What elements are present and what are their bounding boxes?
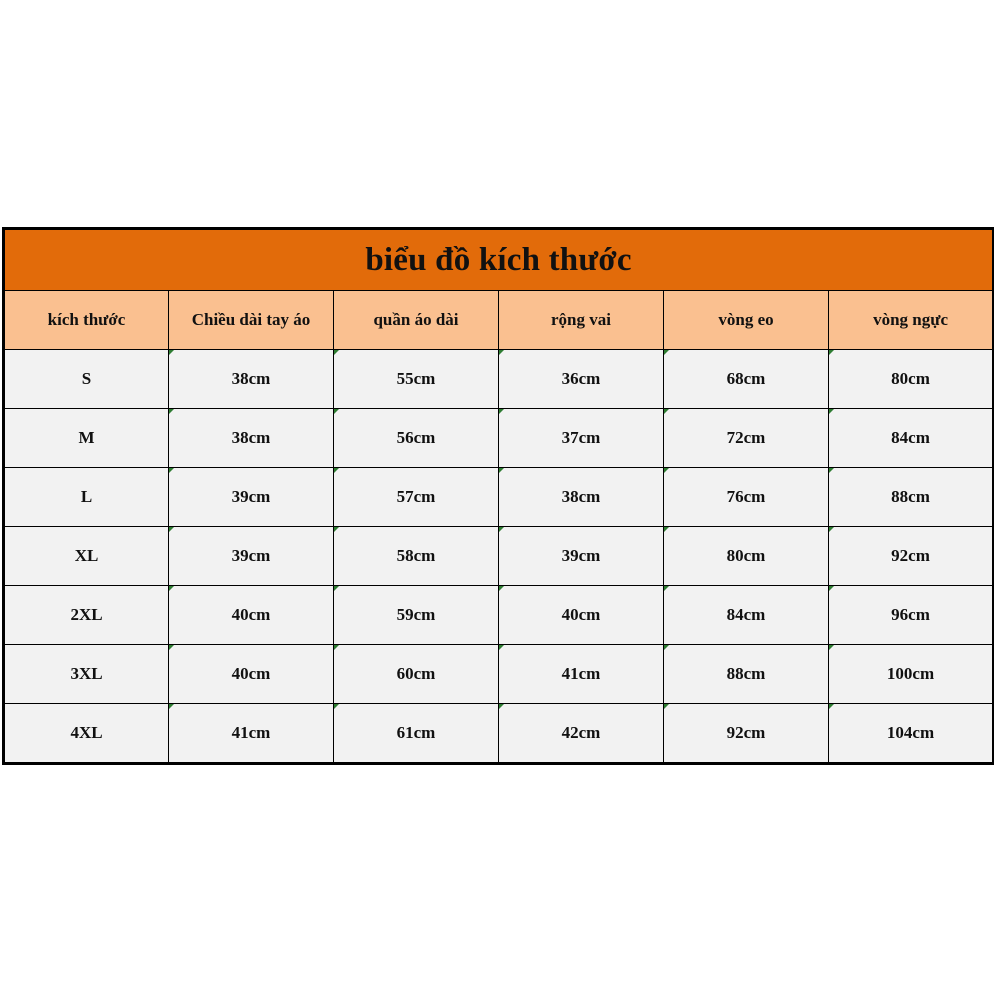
- table-row: [4, 586, 994, 645]
- garment-length-cell: 58cm: [334, 527, 499, 586]
- header-waist: vòng eo: [664, 291, 829, 350]
- header-garment-length: quần áo dài: [334, 291, 499, 350]
- sleeve-length-cell: 40cm: [169, 586, 334, 645]
- chest-cell: 100cm: [829, 645, 994, 704]
- shoulder-width-cell: 37cm: [499, 409, 664, 468]
- chest-cell: 96cm: [829, 586, 994, 645]
- shoulder-width-cell: 40cm: [499, 586, 664, 645]
- header-chest: vòng ngực: [829, 291, 994, 350]
- waist-cell: 84cm: [664, 586, 829, 645]
- waist-cell: 72cm: [664, 409, 829, 468]
- size-cell: 2XL: [4, 586, 169, 645]
- garment-length-cell: 56cm: [334, 409, 499, 468]
- header-row: [4, 291, 994, 350]
- garment-length-cell: 57cm: [334, 468, 499, 527]
- chest-cell: 80cm: [829, 350, 994, 409]
- chest-cell: 84cm: [829, 409, 994, 468]
- waist-cell: 68cm: [664, 350, 829, 409]
- sleeve-length-cell: 38cm: [169, 409, 334, 468]
- waist-cell: 88cm: [664, 645, 829, 704]
- shoulder-width-cell: 36cm: [499, 350, 664, 409]
- waist-cell: 80cm: [664, 527, 829, 586]
- garment-length-cell: 60cm: [334, 645, 499, 704]
- garment-length-cell: 55cm: [334, 350, 499, 409]
- size-cell: L: [4, 468, 169, 527]
- header-shoulder-width: rộng vai: [499, 291, 664, 350]
- sleeve-length-cell: 38cm: [169, 350, 334, 409]
- waist-cell: 76cm: [664, 468, 829, 527]
- shoulder-width-cell: 39cm: [499, 527, 664, 586]
- chest-cell: 92cm: [829, 527, 994, 586]
- table-row: [4, 409, 994, 468]
- table-row: [4, 468, 994, 527]
- table-row: [4, 704, 994, 764]
- sleeve-length-cell: 41cm: [169, 704, 334, 764]
- size-cell: 3XL: [4, 645, 169, 704]
- sleeve-length-cell: 39cm: [169, 468, 334, 527]
- garment-length-cell: 61cm: [334, 704, 499, 764]
- waist-cell: 92cm: [664, 704, 829, 764]
- shoulder-width-cell: 38cm: [499, 468, 664, 527]
- header-size: kích thước: [4, 291, 169, 350]
- size-cell: 4XL: [4, 704, 169, 764]
- chest-cell: 104cm: [829, 704, 994, 764]
- size-cell: XL: [4, 527, 169, 586]
- table-row: [4, 527, 994, 586]
- shoulder-width-cell: 41cm: [499, 645, 664, 704]
- garment-length-cell: 59cm: [334, 586, 499, 645]
- table-title: biểu đồ kích thước: [4, 229, 994, 291]
- size-cell: M: [4, 409, 169, 468]
- table-row: [4, 350, 994, 409]
- chest-cell: 88cm: [829, 468, 994, 527]
- header-sleeve-length: Chiều dài tay áo: [169, 291, 334, 350]
- table-row: [4, 645, 994, 704]
- shoulder-width-cell: 42cm: [499, 704, 664, 764]
- size-cell: S: [4, 350, 169, 409]
- sleeve-length-cell: 40cm: [169, 645, 334, 704]
- title-row: [4, 229, 994, 291]
- size-chart-table: [2, 227, 994, 765]
- sleeve-length-cell: 39cm: [169, 527, 334, 586]
